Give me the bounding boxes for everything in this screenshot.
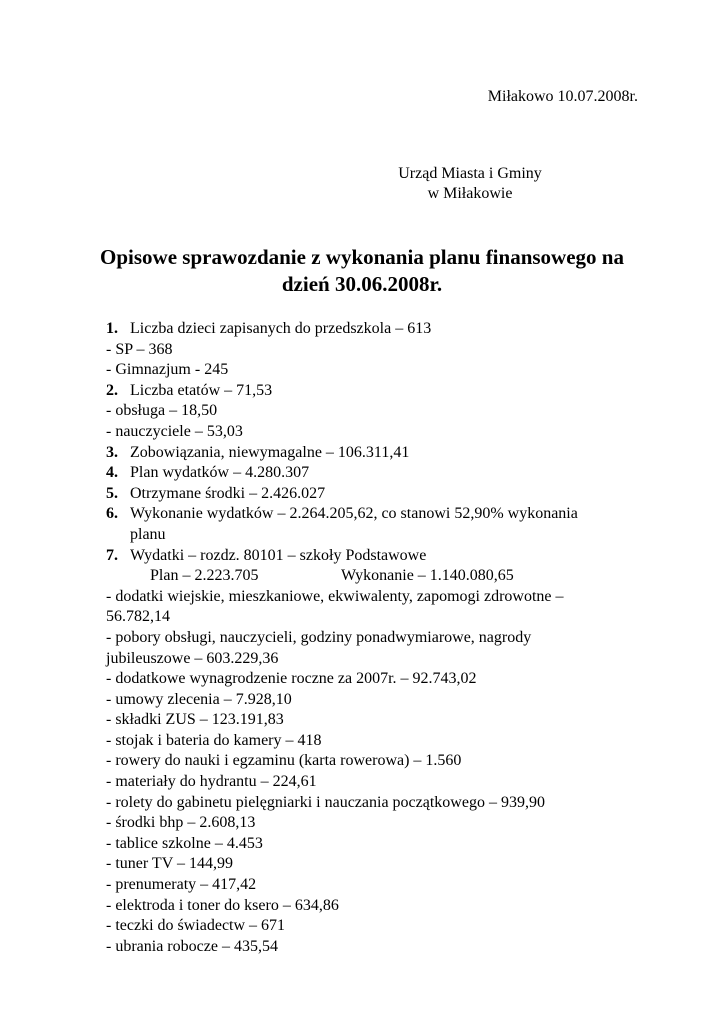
sub-item: - Gimnazjum - 245 xyxy=(106,361,229,379)
item-number: 2. xyxy=(106,381,118,399)
sub-item: - SP – 368 xyxy=(106,340,173,358)
numbered-item xyxy=(106,484,636,505)
expense-item: - rolety do gabinetu pielęgniarki i nauczania początkowego – 939,90 xyxy=(106,793,545,811)
expense-item: jubileuszowe – 603.229,36 xyxy=(106,649,279,667)
expense-item: - umowy zlecenia – 7.928,10 xyxy=(106,690,292,708)
expense-item: - teczki do świadectw – 671 xyxy=(106,917,286,935)
item-text: Liczba dzieci zapisanych do przedszkola – 613 xyxy=(130,320,432,337)
report-body xyxy=(106,319,636,957)
expense-item: - pobory obsługi, nauczycieli, godziny ponadwymiarowe, nagrody xyxy=(106,628,532,646)
numbered-item xyxy=(106,381,636,402)
expense-item: - środki bhp – 2.608,13 xyxy=(106,814,256,832)
item-number: 5. xyxy=(106,484,118,502)
plan-value: Plan – 2.223.705 xyxy=(150,567,259,585)
item-text: Wykonanie wydatków – 2.264.205,62, co stanowi 52,90% wykonania xyxy=(130,505,578,523)
expense-item: - ubrania robocze – 435,54 xyxy=(106,937,278,955)
expense-list xyxy=(106,587,636,958)
recipient-line: w Miłakowie xyxy=(427,185,513,202)
numbered-item xyxy=(106,546,636,567)
plan-execution-row xyxy=(106,566,636,587)
title-line: Opisowe sprawozdanie z wykonania planu finansowego na xyxy=(100,245,624,269)
expense-item: - elektroda i toner do ksero – 634,86 xyxy=(106,896,339,914)
expense-item: - składki ZUS – 123.191,83 xyxy=(106,711,284,729)
sub-item: - nauczyciele – 53,03 xyxy=(106,422,243,440)
item-text: Wydatki – rozdz. 80101 – szkoły Podstawowe xyxy=(130,546,427,564)
item-text: Liczba etatów – 71,53 xyxy=(130,381,273,399)
expense-item: - rowery do nauki i egzaminu (karta rowerowa) – 1.560 xyxy=(106,752,462,770)
recipient-line: Urząd Miasta i Gminy xyxy=(398,165,542,182)
expense-item: - prenumeraty – 417,42 xyxy=(106,876,257,894)
expense-item: 56.782,14 xyxy=(106,608,170,626)
item-text-continuation: planu xyxy=(130,525,166,543)
expense-item: - stojak i bateria do kamery – 418 xyxy=(106,731,322,749)
expense-item: - tuner TV – 144,99 xyxy=(106,855,233,873)
item-number: 7. xyxy=(106,546,118,564)
numbered-item xyxy=(106,319,636,340)
expense-item: - dodatkowe wynagrodzenie roczne za 2007r. – 92.743,02 xyxy=(106,670,477,688)
document-title xyxy=(40,244,684,298)
item-number: 4. xyxy=(106,464,118,482)
execution-value: Wykonanie – 1.140.080,65 xyxy=(341,567,514,585)
item-number: 3. xyxy=(106,443,118,461)
item-number: 6. xyxy=(106,505,118,523)
expense-item: - materiały do hydrantu – 224,61 xyxy=(106,773,317,791)
expense-item: - dodatki wiejskie, mieszkaniowe, ekwiwalenty, zapomogi zdrowotne – xyxy=(106,587,564,605)
item-text: Otrzymane środki – 2.426.027 xyxy=(130,484,326,502)
expense-item: - tablice szkolne – 4.453 xyxy=(106,834,263,852)
item-text: Zobowiązania, niewymagalne – 106.311,41 xyxy=(130,443,410,461)
item-text: Plan wydatków – 4.280.307 xyxy=(130,464,310,482)
numbered-item xyxy=(106,463,636,484)
numbered-item xyxy=(106,443,636,464)
document-date: Miłakowo 10.07.2008r. xyxy=(487,88,638,105)
recipient-block xyxy=(366,164,574,204)
sub-item: - obsługa – 18,50 xyxy=(106,402,218,420)
numbered-item xyxy=(106,504,636,525)
title-line: dzień 30.06.2008r. xyxy=(281,272,443,296)
item-number: 1. xyxy=(106,320,118,337)
